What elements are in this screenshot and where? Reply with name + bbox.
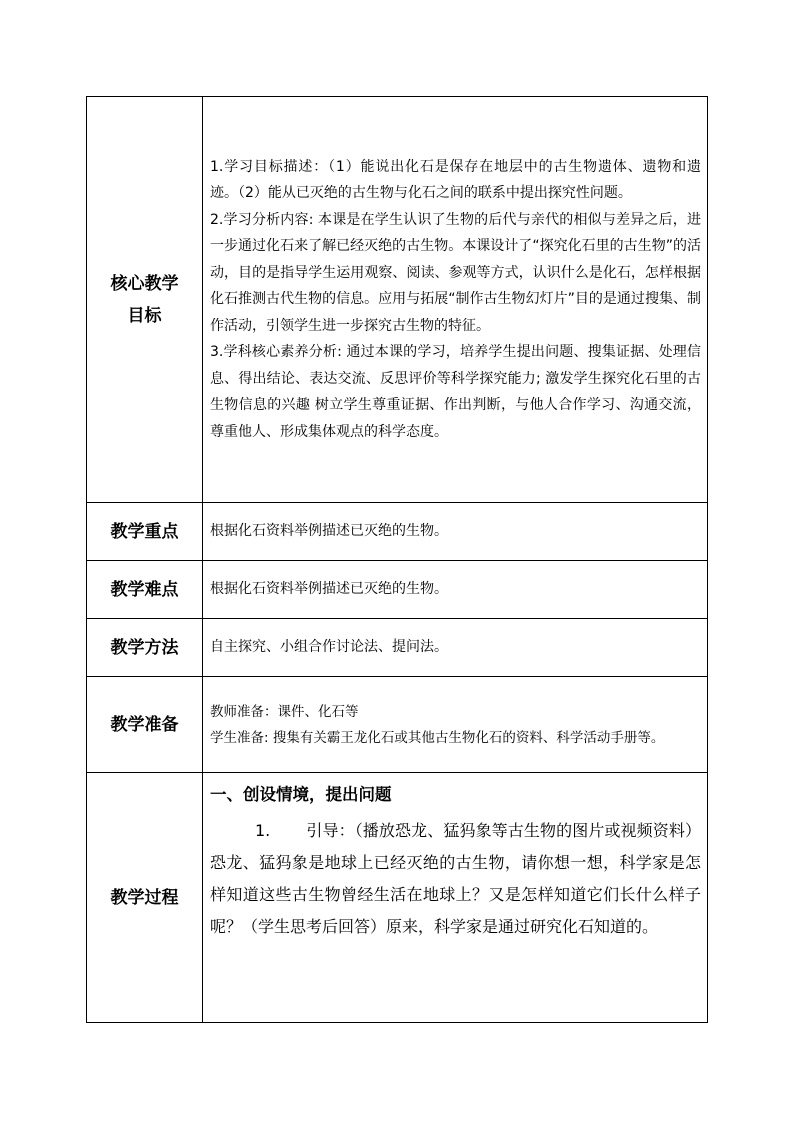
process-label: 教学过程 <box>87 773 203 1023</box>
objectives-row <box>87 97 708 503</box>
key-points-row <box>87 503 708 561</box>
preparation-label: 教学准备 <box>87 677 203 773</box>
process-content <box>203 773 708 1023</box>
objectives-content <box>203 97 708 503</box>
preparation-content <box>203 677 708 773</box>
key-points-label: 教学重点 <box>87 503 203 561</box>
difficulties-content: 根据化石资料举例描述已灭绝的生物。 <box>203 561 708 619</box>
process-section-heading: 一、创设情境，提出问题 <box>210 785 392 804</box>
process-item-1 <box>210 815 701 943</box>
process-row <box>87 773 708 1023</box>
objectives-paragraph-3: 3.学科核心素养分析: 通过本课的学习，培养学生提出问题、搜集证据、处理信息、得出结论、表达交流、反思评价等科学探究能力; 激发学生探究化石里的古生物信息的兴趣 树立学生尊重证据、作出判断，与他人合作学习、沟通交流，尊重他人、形成集体观点的科学态度。 <box>210 344 701 440</box>
objectives-paragraph-1: 1.学习目标描述：（1）能说出化石是保存在地层中的古生物遗体、遗物和遗迹。（2）能从已灭绝的古生物与化石之间的联系中提出探究性问题。 <box>210 158 701 202</box>
lesson-plan-table <box>86 96 708 1023</box>
preparation-row <box>87 677 708 773</box>
difficulties-row <box>87 561 708 619</box>
process-item-text: 引导：（播放恐龙、猛犸象等古生物的图片或视频资料）恐龙、猛犸象是地球上已经灭绝的古生物，请你想一想，科学家是怎样知道这些古生物曾经生活在地球上？又是怎样知道它们长什么样子呢？（学生思考后回答）原来，科学家是通过研究化石知道的。 <box>210 821 701 936</box>
methods-label: 教学方法 <box>87 619 203 677</box>
methods-content: 自主探究、小组合作讨论法、提问法。 <box>203 619 708 677</box>
student-preparation: 学生准备: 搜集有关霸王龙化石或其他古生物化石的资料、科学活动手册等。 <box>210 729 665 746</box>
objectives-paragraph-2: 2.学习分析内容: 本课是在学生认识了生物的后代与亲代的相似与差异之后，进一步通过化石来了解已经灭绝的古生物。本课设计了“探究化石里的古生物”的活动，目的是指导学生运用观察、阅读、参观等方式，认识什么是化石，怎样根据化石推测古代生物的信息。应用与拓展“制作古生物幻灯片”目的是通过搜集、制作活动，引领学生进一步探究古生物的特征。 <box>210 211 701 334</box>
objectives-label-line2: 目标 <box>127 305 162 326</box>
objectives-label-line1: 核心教学 <box>110 273 179 294</box>
methods-row <box>87 619 708 677</box>
process-item-number: 1. <box>255 821 271 840</box>
difficulties-label: 教学难点 <box>87 561 203 619</box>
objectives-label <box>87 97 203 503</box>
key-points-content: 根据化石资料举例描述已灭绝的生物。 <box>203 503 708 561</box>
teacher-preparation: 教师准备：课件、化石等 <box>210 703 359 720</box>
